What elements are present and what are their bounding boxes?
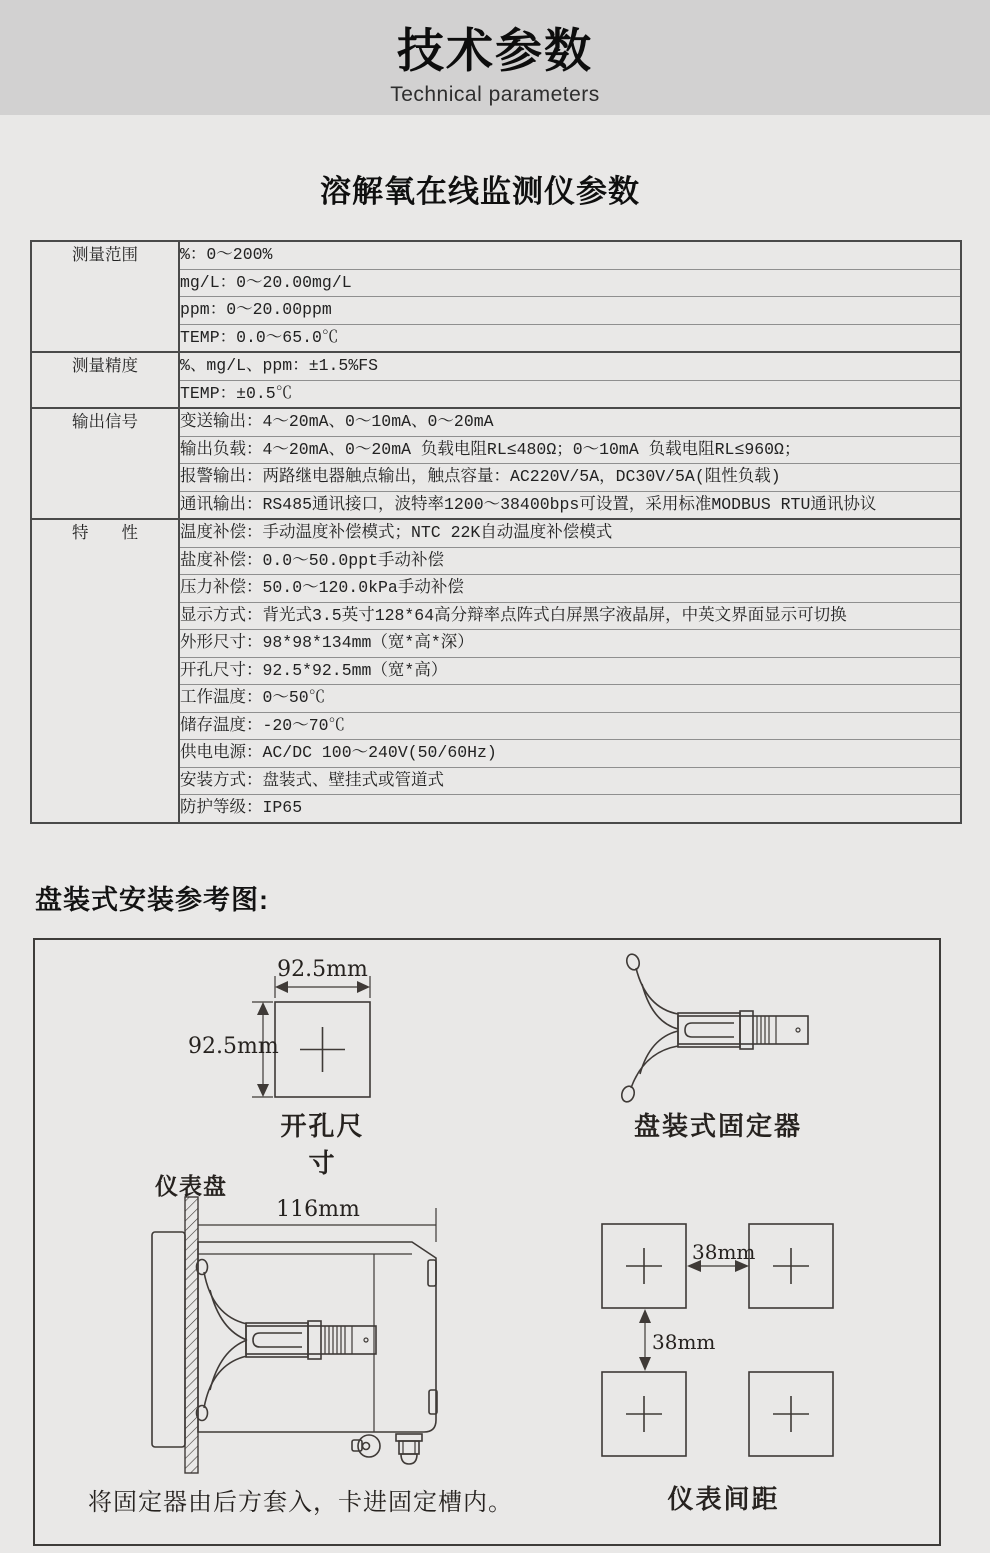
spec-value: %：0～200% [179, 241, 961, 269]
table-row [31, 352, 961, 380]
hole-width-dimension-label: 92.5mm [277, 957, 368, 982]
spec-value: %、mg/L、ppm：±1.5%FS [179, 352, 961, 380]
spec-value: 温度补偿：手动温度补偿模式；NTC 22K自动温度补偿模式 [179, 519, 961, 547]
category-features: 特 性 [31, 519, 179, 823]
spec-value: 储存温度：-20～70℃ [179, 712, 961, 740]
page-title: 技术参数 [397, 24, 593, 77]
spec-value: 防护等级：IP65 [179, 795, 961, 823]
side-view-figure [145, 1195, 445, 1480]
spacing-horizontal-label: 38mm [692, 1240, 756, 1264]
diagram-heading: 盘装式安装参考图: [35, 885, 269, 915]
insert-note: 将固定器由后方套入，卡进固定槽内。 [88, 1489, 513, 1516]
panel-fixer-figure [610, 948, 820, 1103]
spec-value: 变送输出：4～20mA、0～10mA、0～20mA [179, 408, 961, 436]
table-row [31, 519, 961, 547]
spec-value: 通讯输出：RS485通讯接口，波特率1200～38400bps可设置，采用标准MODBUS RTU通讯协议 [179, 491, 961, 519]
table-row [31, 408, 961, 436]
page-subtitle: Technical parameters [390, 83, 600, 106]
spec-value: TEMP：±0.5℃ [179, 380, 961, 408]
panel-label: 仪表盘 [155, 1173, 227, 1199]
spec-value: ppm：0～20.00ppm [179, 297, 961, 325]
spec-value: TEMP：0.0～65.0℃ [179, 324, 961, 352]
spec-value: 输出负载：4～20mA、0～20mA 负载电阻RL≤480Ω；0～10mA 负载电阻RL≤960Ω； [179, 436, 961, 464]
spec-table [30, 240, 962, 824]
spec-value: 显示方式：背光式3.5英寸128*64高分辩率点阵式白屏黑字液晶屏，中英文界面显示可切换 [179, 602, 961, 630]
spacing-vertical-label: 38mm [652, 1330, 716, 1354]
category-output-signal: 输出信号 [31, 408, 179, 519]
page-header [0, 0, 990, 115]
spec-value: 工作温度：0～50℃ [179, 685, 961, 713]
spec-value: 供电电源：AC/DC 100～240V(50/60Hz) [179, 740, 961, 768]
section-title: 溶解氧在线监测仪参数 [320, 174, 640, 209]
spec-value: 盐度补偿：0.0～50.0ppt手动补偿 [179, 547, 961, 575]
table-row [31, 241, 961, 269]
spec-value: 外形尺寸：98*98*134mm（宽*高*深） [179, 630, 961, 658]
spec-value: 报警输出：两路继电器触点输出，触点容量：AC220V/5A，DC30V/5A(阻性负载) [179, 464, 961, 492]
depth-dimension-label: 116mm [276, 1197, 360, 1222]
spacing-caption: 仪表间距 [667, 1484, 780, 1514]
spec-value: 压力补偿：50.0～120.0kPa手动补偿 [179, 575, 961, 603]
spec-value: 开孔尺寸：92.5*92.5mm（宽*高） [179, 657, 961, 685]
hole-size-caption: 开孔尺寸 [280, 1111, 365, 1178]
hole-height-dimension-label: 92.5mm [188, 1034, 279, 1059]
spec-value: 安装方式：盘装式、壁挂式或管道式 [179, 767, 961, 795]
spec-value: mg/L：0～20.00mg/L [179, 269, 961, 297]
panel-fixer-caption: 盘装式固定器 [633, 1111, 802, 1141]
category-measure-range: 测量范围 [31, 241, 179, 352]
category-accuracy: 测量精度 [31, 352, 179, 408]
